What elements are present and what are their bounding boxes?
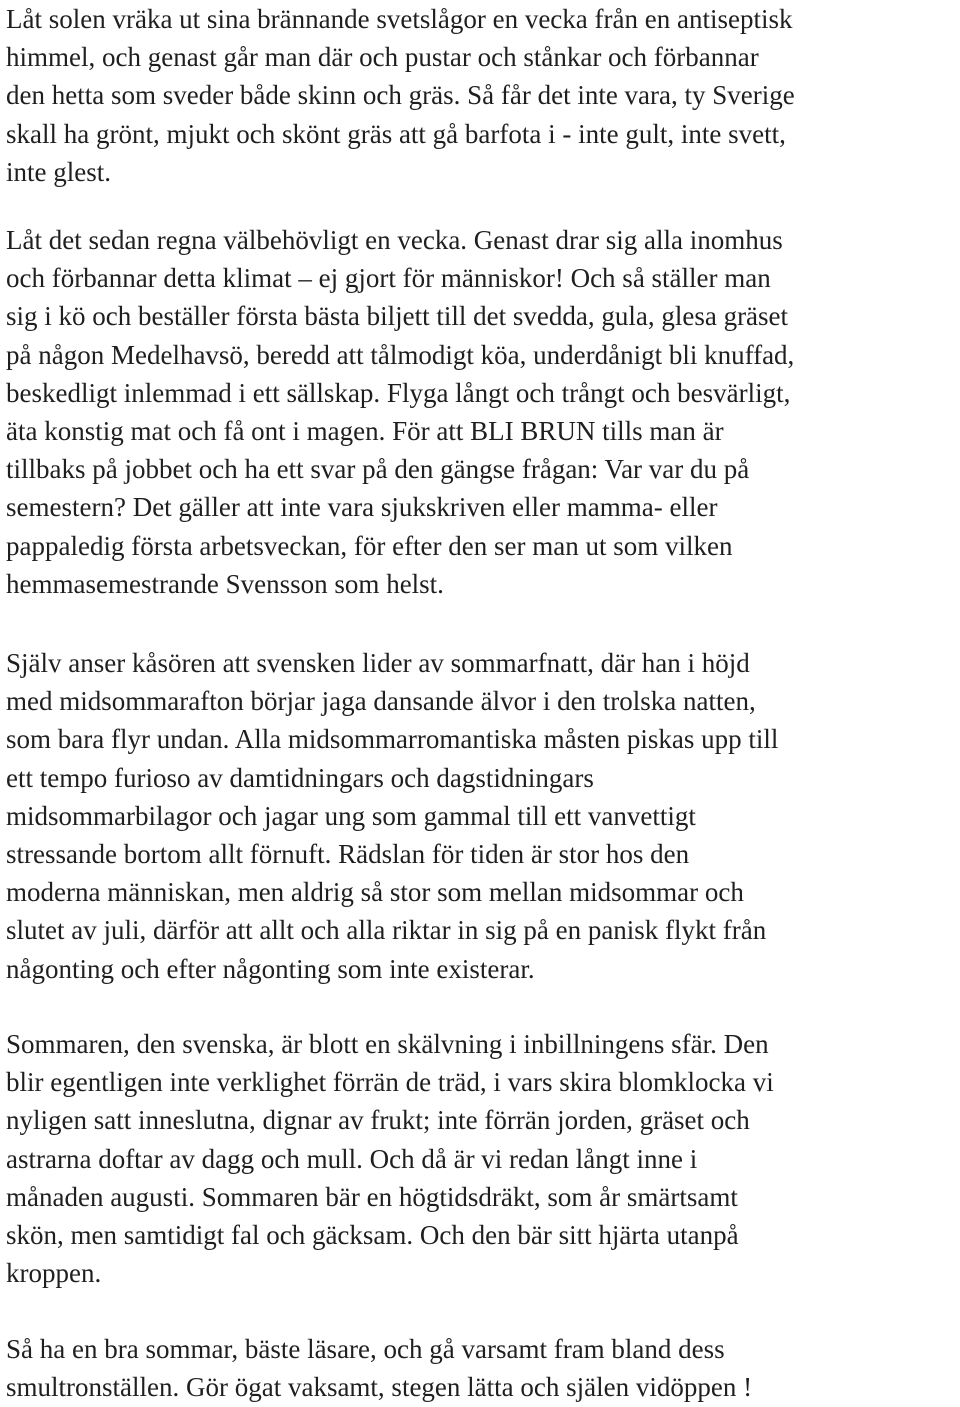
text-line: semestern? Det gäller att inte vara sjukskriven eller mamma- eller: [6, 492, 718, 523]
text-line: och förbannar detta klimat – ej gjort för människor! Och så ställer man: [6, 263, 771, 294]
text-line: stressande bortom allt förnuft. Rädslan för tiden är stor hos den: [6, 839, 690, 870]
text-line: på någon Medelhavsö, beredd att tålmodigt köa, underdånigt bli knuffad,: [6, 339, 795, 370]
text-line: slutet av juli, därför att allt och alla riktar in sig på en panisk flykt från: [6, 915, 767, 946]
text-line: Låt det sedan regna välbehövligt en vecka. Genast drar sig alla inomhus: [6, 225, 783, 255]
text-line: midsommarbilagor och jagar ung som gammal till ett vanvettigt: [6, 800, 696, 831]
text-line: den hetta som sveder både skinn och gräs. Så får det inte vara, ty Sverige: [6, 80, 795, 111]
paragraph-heat: [6, 0, 795, 191]
text-line: smultronställen. Gör ögat vaksamt, stegen lätta och själen vidöppen !: [6, 1372, 753, 1403]
paragraph-midsummer: [6, 644, 778, 988]
text-line: astrarna doftar av dagg och mull. Och då är vi redan långt inne i: [6, 1143, 698, 1174]
text-line: med midsommarafton börjar jaga dansande älvor i den trolska natten,: [6, 686, 756, 717]
text-line: hemmasemestrande Svensson som helst.: [6, 568, 444, 599]
text-line: tillbaks på jobbet och ha ett svar på den gängse frågan: Var var du på: [6, 454, 750, 485]
text-line: himmel, och genast går man där och pustar och stånkar och förbannar: [6, 42, 759, 73]
text-line: kroppen.: [6, 1258, 102, 1289]
text-line: Sommaren, den svenska, är blott en skälvning i inbillningens sfär. Den: [6, 1029, 769, 1059]
text-line: sig i kö och beställer första bästa biljett till det svedda, gula, glesa gräset: [6, 301, 789, 332]
paragraph-closing: [6, 1330, 752, 1406]
text-line: månaden augusti. Sommaren bär en högtidsdräkt, som år smärtsamt: [6, 1181, 738, 1212]
text-line: moderna människan, men aldrig så stor som mellan midsommar och: [6, 877, 744, 908]
text-line: skall ha grönt, mjukt och skönt gräs att gå barfota i - inte gult, inte svett,: [6, 118, 786, 149]
text-line: Själv anser kåsören att svensken lider av sommarfnatt, där han i höjd: [6, 648, 750, 678]
paragraph-summer: [6, 1025, 774, 1292]
text-line: som bara flyr undan. Alla midsommarromantiska måsten piskas upp till: [6, 724, 779, 755]
text-line: blir egentligen inte verklighet förrän de träd, i vars skira blomklocka vi: [6, 1067, 774, 1098]
text-line: ett tempo furioso av damtidningars och dagstidningars: [6, 762, 594, 793]
text-line: beskedligt inlemmad i ett sällskap. Flyga långt och trångt och besvärligt,: [6, 377, 791, 408]
text-line: inte glest.: [6, 156, 111, 187]
paragraph-rain: [6, 221, 794, 603]
text-line: nyligen satt inneslutna, dignar av frukt; inte förrän jorden, gräset och: [6, 1105, 750, 1136]
text-line: någonting och efter någonting som inte existerar.: [6, 953, 535, 984]
text-line: Låt solen vräka ut sina brännande svetslågor en vecka från en antiseptisk: [6, 4, 793, 34]
text-line: Så ha en bra sommar, bäste läsare, och gå varsamt fram bland dess: [6, 1334, 725, 1364]
text-line: skön, men samtidigt fal och gäcksam. Och den bär sitt hjärta utanpå: [6, 1220, 739, 1251]
text-line: pappaledig första arbetsveckan, för efter den ser man ut som vilken: [6, 530, 733, 561]
text-line: äta konstig mat och få ont i magen. För att BLI BRUN tills man är: [6, 416, 724, 447]
